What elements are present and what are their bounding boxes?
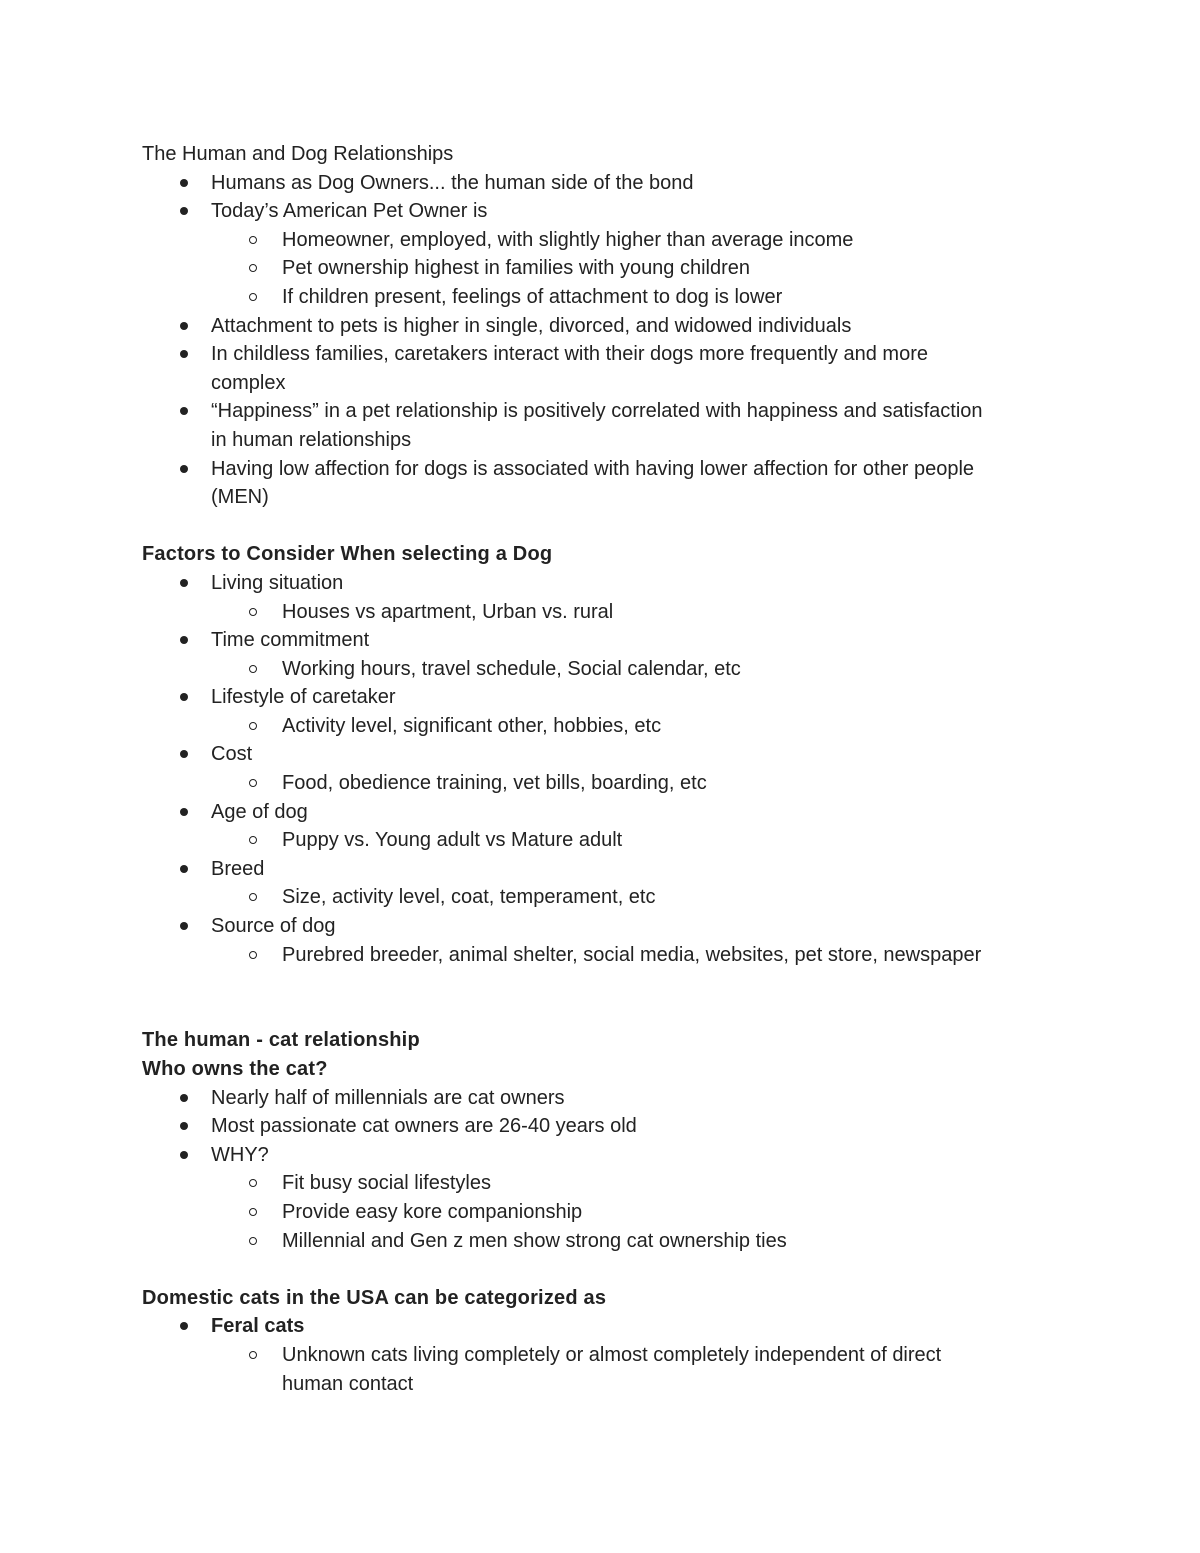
circle-bullet-icon <box>249 1208 257 1216</box>
sub-list-item-text-continued: human contact <box>282 1372 414 1395</box>
list-item <box>142 1312 1062 1341</box>
list-item <box>142 455 1062 512</box>
list-item-text: Attachment to pets is higher in single, divorced, and widowed individuals <box>211 314 852 337</box>
bullet-icon <box>180 350 188 358</box>
list-item-text: Living situation <box>211 571 344 594</box>
sub-list-item <box>142 769 1062 798</box>
bullet-icon <box>180 1322 188 1330</box>
bullet-icon <box>180 1094 188 1102</box>
list-item <box>142 740 1062 769</box>
sub-list-item <box>142 883 1062 912</box>
circle-bullet-icon <box>249 893 257 901</box>
list-item-text: Nearly half of millennials are cat owners <box>211 1086 565 1109</box>
list-item-text-continued: complex <box>211 371 286 394</box>
list-item-text: Time commitment <box>211 629 370 652</box>
circle-bullet-icon <box>249 951 257 959</box>
section-heading-domestic-cats: Domestic cats in the USA can be categorized as <box>142 1286 607 1309</box>
list-item-text: “Happiness” in a pet relationship is positively correlated with happiness and satisfaction <box>211 400 983 423</box>
sub-list-item <box>142 655 1062 684</box>
list-item-text: Source of dog <box>211 915 336 938</box>
list-factors <box>142 569 1062 969</box>
sub-list-item-text: Provide easy kore companionship <box>282 1200 583 1223</box>
list-item <box>142 340 1062 397</box>
sub-list-item <box>142 1169 1062 1198</box>
sub-list-item-text: Food, obedience training, vet bills, boarding, etc <box>282 772 707 795</box>
sub-list-item <box>142 1227 1062 1256</box>
list-item <box>142 1084 1062 1113</box>
section-title-human-dog: The Human and Dog Relationships <box>142 143 454 165</box>
list-item <box>142 569 1062 598</box>
bullet-icon <box>180 322 188 330</box>
sub-list-item <box>142 941 1062 970</box>
bullet-icon <box>180 750 188 758</box>
sub-list-item <box>142 1198 1062 1227</box>
list-item <box>142 169 1062 198</box>
circle-bullet-icon <box>249 1351 257 1359</box>
circle-bullet-icon <box>249 722 257 730</box>
sub-list-item-text: Homeowner, employed, with slightly higher than average income <box>282 228 854 251</box>
sub-list-item-text: Millennial and Gen z men show strong cat ownership ties <box>282 1229 787 1252</box>
sub-list-item-text: If children present, feelings of attachment to dog is lower <box>282 285 783 308</box>
list-item-text: In childless families, caretakers interact with their dogs more frequently and more <box>211 343 928 366</box>
sub-list-item-text: Fit busy social lifestyles <box>282 1172 491 1195</box>
sub-list-item <box>142 598 1062 627</box>
section-heading-cat: The human - cat relationship <box>142 1029 420 1052</box>
list-domestic-cats <box>142 1312 1062 1398</box>
list-item <box>142 683 1062 712</box>
bullet-icon <box>180 207 188 215</box>
list-item-text-continued: (MEN) <box>211 486 269 509</box>
list-item-text: Humans as Dog Owners... the human side of the bond <box>211 171 694 194</box>
sub-list-item <box>142 226 1062 255</box>
list-item-text: Lifestyle of caretaker <box>211 686 396 709</box>
bullet-icon <box>180 465 188 473</box>
bullet-icon <box>180 1151 188 1159</box>
spacer <box>142 1255 1062 1284</box>
section-subheading-cat-owner: Who owns the cat? <box>142 1058 328 1080</box>
list-item-text-continued: in human relationships <box>211 428 412 451</box>
list-item <box>142 798 1062 827</box>
circle-bullet-icon <box>249 608 257 616</box>
sub-list-item <box>142 283 1062 312</box>
list-cat-owners <box>142 1084 1062 1256</box>
sub-list-item-text: Purebred breeder, animal shelter, social media, websites, pet store, newspaper <box>282 943 982 966</box>
list-item <box>142 626 1062 655</box>
sub-list-item-text: Puppy vs. Young adult vs Mature adult <box>282 829 623 852</box>
list-item-text: WHY? <box>211 1143 269 1166</box>
bullet-icon <box>180 808 188 816</box>
circle-bullet-icon <box>249 836 257 844</box>
list-item-text: Today’s American Pet Owner is <box>211 200 488 223</box>
list-item-text: Breed <box>211 857 265 880</box>
list-item <box>142 312 1062 341</box>
sub-list-item <box>142 826 1062 855</box>
circle-bullet-icon <box>249 236 257 244</box>
sub-list-item-text: Size, activity level, coat, temperament, etc <box>282 886 656 909</box>
list-item-text: Age of dog <box>211 800 308 823</box>
list-item <box>142 397 1062 454</box>
list-item <box>142 197 1062 226</box>
bullet-icon <box>180 922 188 930</box>
bullet-icon <box>180 1122 188 1130</box>
sub-list-item-text: Activity level, significant other, hobbies, etc <box>282 714 662 737</box>
spacer <box>142 969 1062 1026</box>
bullet-icon <box>180 865 188 873</box>
list-item <box>142 1112 1062 1141</box>
sub-list-item <box>142 712 1062 741</box>
list-human-dog <box>142 169 1062 512</box>
document-page <box>142 140 1062 1398</box>
sub-list-item-text: Working hours, travel schedule, Social calendar, etc <box>282 657 741 680</box>
list-item-text: Having low affection for dogs is associated with having lower affection for other people <box>211 457 975 480</box>
bullet-icon <box>180 407 188 415</box>
list-item-text: Cost <box>211 743 253 766</box>
sub-list-item <box>142 1341 1062 1398</box>
circle-bullet-icon <box>249 1237 257 1245</box>
circle-bullet-icon <box>249 779 257 787</box>
circle-bullet-icon <box>249 293 257 301</box>
circle-bullet-icon <box>249 264 257 272</box>
sub-list-item <box>142 254 1062 283</box>
sub-list-item-text: Pet ownership highest in families with young children <box>282 257 751 280</box>
bullet-icon <box>180 579 188 587</box>
sub-list-item-text: Houses vs apartment, Urban vs. rural <box>282 600 614 623</box>
circle-bullet-icon <box>249 1179 257 1187</box>
spacer <box>142 512 1062 541</box>
bullet-icon <box>180 179 188 187</box>
bullet-icon <box>180 636 188 644</box>
sub-list-item-text: Unknown cats living completely or almost completely independent of direct <box>282 1343 942 1366</box>
list-item <box>142 855 1062 884</box>
section-heading-factors: Factors to Consider When selecting a Dog <box>142 543 553 566</box>
list-item <box>142 1141 1062 1170</box>
list-item-text: Most passionate cat owners are 26-40 years old <box>211 1115 637 1138</box>
list-item <box>142 912 1062 941</box>
bullet-icon <box>180 693 188 701</box>
list-item-text: Feral cats <box>211 1315 305 1338</box>
circle-bullet-icon <box>249 665 257 673</box>
